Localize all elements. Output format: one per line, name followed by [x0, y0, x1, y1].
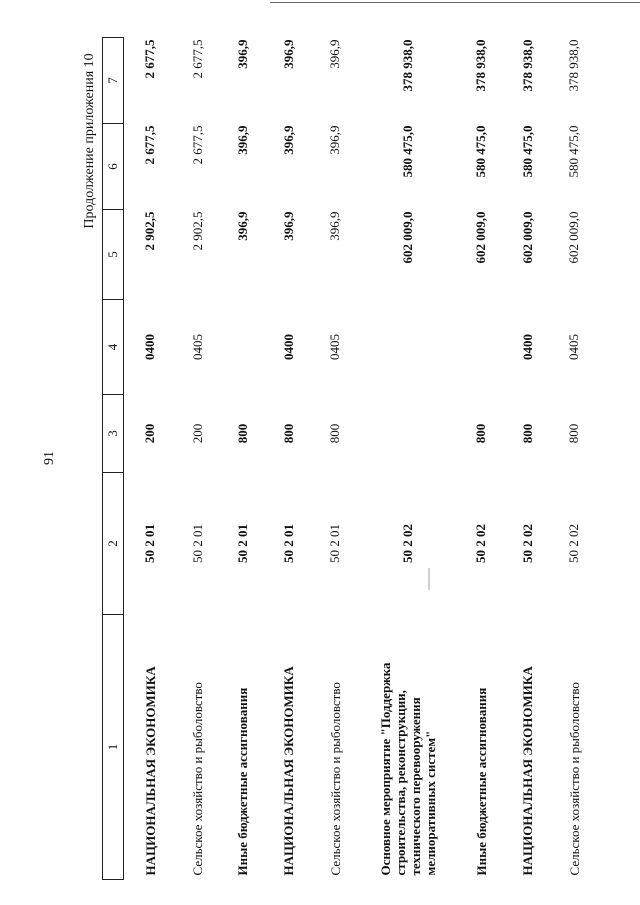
section-code: 0405 [566, 334, 581, 360]
target-code: 50 2 01 [327, 524, 342, 563]
table-row [219, 38, 266, 880]
amount-col-6: 396,9 [234, 125, 250, 155]
table-row [124, 38, 177, 880]
section-code: 0405 [327, 334, 342, 360]
section-code: 0400 [142, 334, 157, 360]
amount-col-6: 2 677,5 [189, 125, 205, 165]
amount-col-7: 396,9 [327, 39, 342, 69]
amount-col-7: 378 938,0 [473, 39, 488, 92]
section-code: 0400 [280, 334, 296, 360]
amount-col-7: 2 677,5 [189, 39, 205, 79]
rotated-table-container [102, 38, 582, 880]
expense-type: 800 [327, 423, 342, 444]
row-name: Иные бюджетные ассигнования [235, 687, 250, 876]
column-header-2: 2 [103, 473, 124, 615]
amount-col-5: 396,9 [327, 211, 342, 241]
amount-col-5: 396,9 [280, 211, 296, 241]
amount-col-5: 602 009,0 [400, 211, 415, 264]
table-row [550, 38, 598, 880]
section-code [359, 300, 457, 395]
row-name: Сельское хозяйство и рыболовство [190, 682, 205, 876]
expense-type: 200 [142, 423, 157, 444]
column-header-3: 3 [103, 395, 124, 473]
amount-col-7: 396,9 [234, 39, 250, 69]
expense-type [359, 395, 457, 473]
row-name: НАЦИОНАЛЬНАЯ ЭКОНОМИКА [520, 666, 535, 876]
budget-table [102, 37, 598, 880]
amount-col-6: 580 475,0 [400, 125, 415, 178]
column-header-1: 1 [103, 615, 124, 880]
table-row [505, 38, 550, 880]
expense-type: 800 [473, 423, 488, 444]
column-header-7: 7 [103, 38, 124, 124]
row-name: Сельское хозяйство и рыболовство [566, 682, 582, 876]
amount-col-5: 602 009,0 [566, 211, 581, 264]
target-code: 50 2 01 [280, 524, 296, 563]
amount-col-6: 580 475,0 [473, 125, 488, 178]
row-name: Основное мероприятие "Поддержка строительства, реконструкции, технического перевооружения мелиоративных систем" [378, 662, 438, 876]
table-row [311, 38, 359, 880]
expense-type: 800 [234, 423, 250, 444]
target-code: 50 2 01 [234, 524, 250, 563]
section-code: 0400 [519, 334, 535, 360]
section-code [219, 300, 266, 395]
target-code: 50 2 01 [142, 524, 157, 563]
appendix-continuation-title: Продолжение приложения 10 [82, 53, 97, 229]
row-name: НАЦИОНАЛЬНАЯ ЭКОНОМИКА [281, 666, 296, 876]
expense-type: 800 [566, 423, 581, 444]
amount-col-5: 2 902,5 [189, 211, 205, 251]
target-code: 50 2 02 [566, 524, 581, 563]
amount-col-7: 378 938,0 [566, 39, 581, 92]
amount-col-6: 396,9 [280, 125, 296, 155]
amount-col-7: 378 938,0 [519, 39, 535, 92]
expense-type: 800 [519, 423, 535, 444]
column-header-6: 6 [103, 124, 124, 210]
column-header-5: 5 [103, 210, 124, 300]
table-row [359, 38, 457, 880]
amount-col-6: 396,9 [327, 125, 342, 155]
amount-col-6: 580 475,0 [566, 125, 581, 178]
amount-col-5: 602 009,0 [519, 211, 535, 264]
target-code: 50 2 02 [519, 524, 535, 563]
amount-col-5: 602 009,0 [473, 211, 488, 264]
table-row [266, 38, 311, 880]
target-code: 50 2 02 [473, 524, 488, 563]
section-code [457, 300, 505, 395]
amount-col-5: 2 902,5 [142, 211, 157, 251]
section-code: 0405 [189, 334, 205, 360]
column-header-4: 4 [103, 300, 124, 395]
table-row [176, 38, 219, 880]
amount-col-7: 396,9 [280, 39, 296, 69]
top-rule [270, 2, 640, 3]
row-name: НАЦИОНАЛЬНАЯ ЭКОНОМИКА [142, 666, 158, 876]
target-code: 50 2 01 [189, 524, 205, 563]
amount-col-6: 580 475,0 [519, 125, 535, 178]
expense-type: 800 [280, 423, 296, 444]
page-number: 91 [42, 451, 57, 465]
table-row [457, 38, 505, 880]
target-code: 50 2 02 [400, 524, 415, 563]
expense-type: 200 [189, 423, 205, 444]
amount-col-7: 2 677,5 [142, 39, 157, 79]
row-name: Иные бюджетные ассигнования [473, 687, 489, 876]
amount-col-6: 2 677,5 [142, 125, 157, 165]
row-name: Сельское хозяйство и рыболовство [327, 682, 343, 876]
header-row [103, 38, 124, 880]
amount-col-5: 396,9 [234, 211, 250, 241]
amount-col-7: 378 938,0 [400, 39, 415, 92]
